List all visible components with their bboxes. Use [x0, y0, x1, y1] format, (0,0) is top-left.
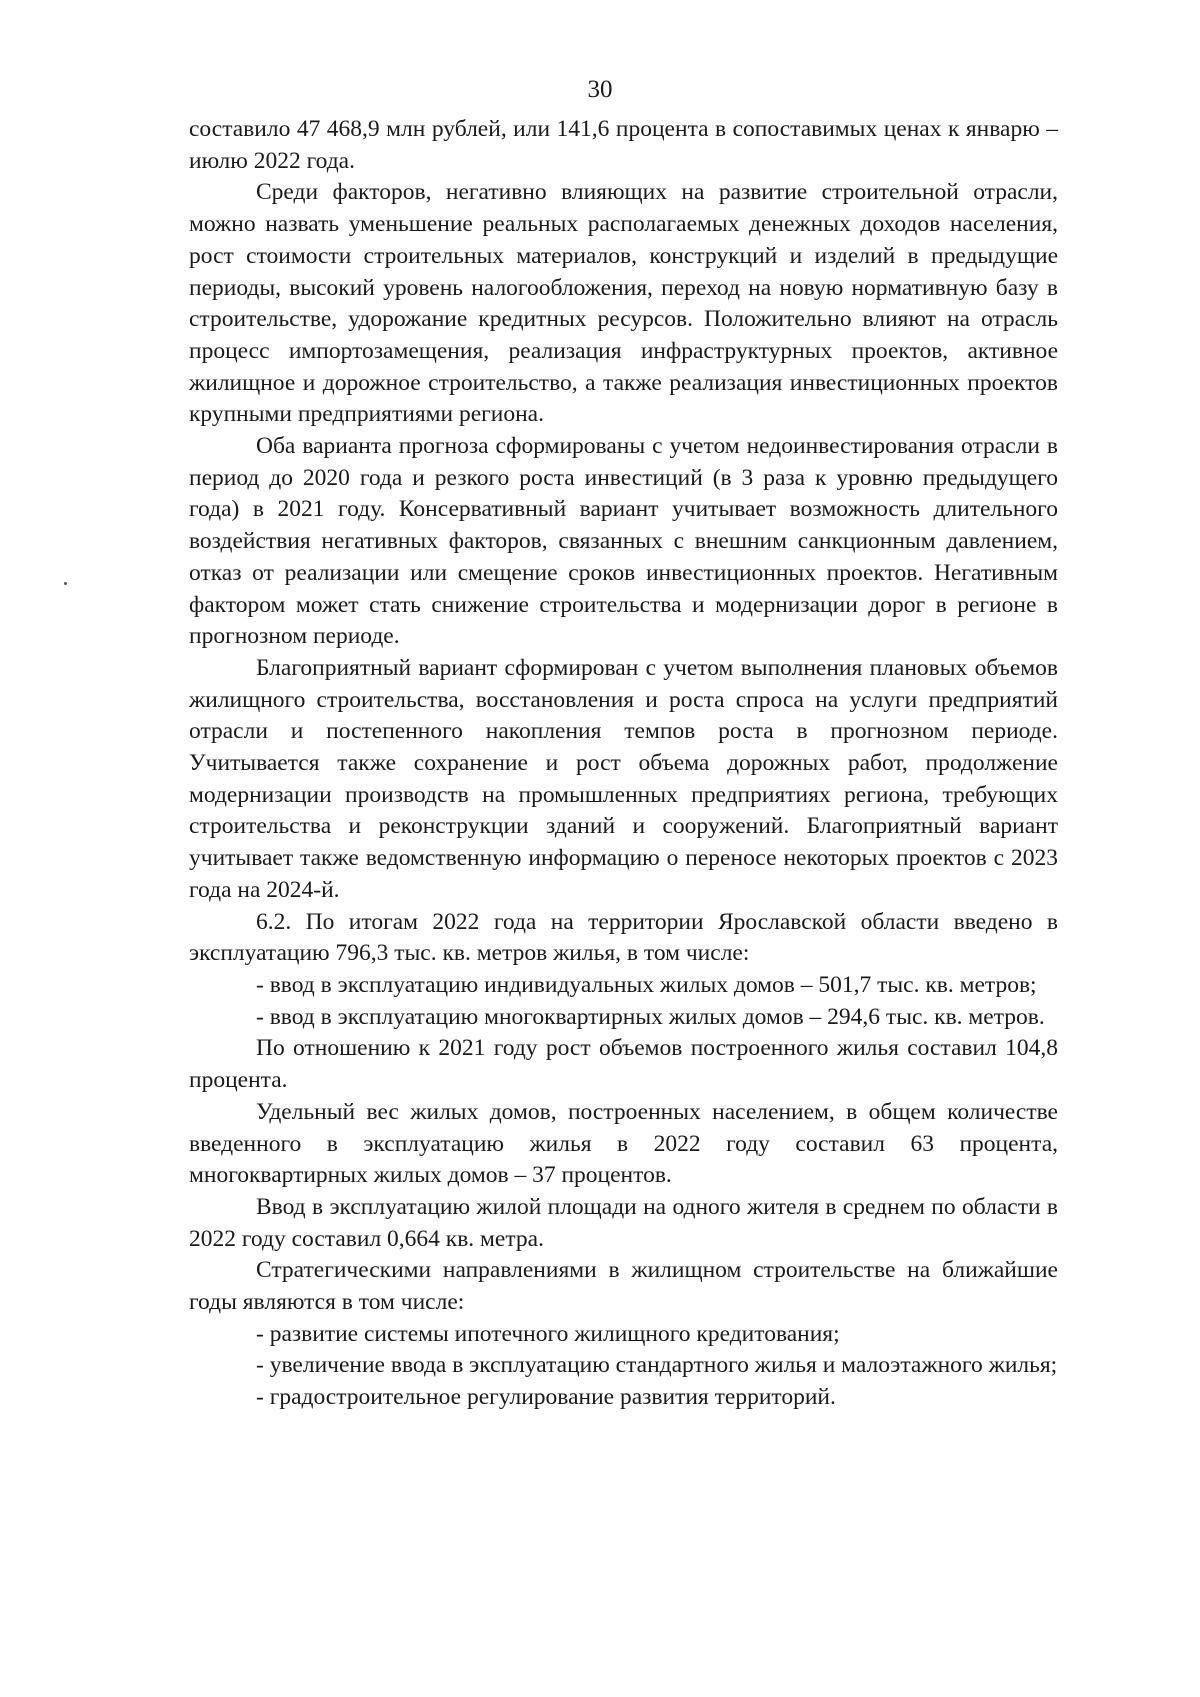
paragraph: Оба варианта прогноза сформированы с учетом недоинвестирования отрасли в период до 2020 года и резкого роста инвестиций (в 3 раза к уровню предыдущего года) в 2021 году. Консервативный вариант учитывает возможность длительного воздействия негативных факторов, связанных с внешним санкционным давлением, отказ от реализации или смещение сроков инвестиционных проектов. Негативным фактором может стать снижение строительства и модернизации дорог в регионе в прогнозном периоде. — [189, 433, 1058, 650]
scan-speck — [64, 582, 67, 585]
paragraph: Ввод в эксплуатацию жилой площади на одного жителя в среднем по области в 2022 году составил 0,664 кв. метра. — [189, 1193, 1058, 1252]
paragraph: составило 47 468,9 млн рублей, или 141,6 процента в сопоставимых ценах к январю – июлю 2022 года. — [189, 116, 1058, 174]
paragraph: Стратегическими направлениями в жилищном строительстве на ближайшие годы являются в том числе: — [189, 1257, 1058, 1316]
paragraph: Среди факторов, негативно влияющих на развитие строительной отрасли, можно назвать уменьшение реальных располагаемых денежных доходов населения, рост стоимости строительных материалов, конструкций и изделий в предыдущие периоды, высокий уровень налогообложения, переход на новую нормативную базу в строительстве, удорожание кредитных ресурсов. Положительно влияют на отрасль процесс импортозамещения, реализация инфраструктурных проектов, активное жилищное и дорожное строительство, а также реализация инвестиционных проектов крупными предприятиями региона. — [189, 179, 1058, 428]
paragraph: По отношению к 2021 году рост объемов построенного жилья составил 104,8 процента. — [189, 1035, 1058, 1094]
list-item: - ввод в эксплуатацию многоквартирных жилых домов – 294,6 тыс. кв. метров. — [256, 1003, 1045, 1030]
list-item: - градостроительное регулирование развития территорий. — [256, 1384, 836, 1411]
paragraph: Благоприятный вариант сформирован с учетом выполнения плановых объемов жилищного строительства, восстановления и роста спроса на услуги предприятий отрасли и постепенного накопления темпов роста в прогнозном периоде. Учитывается также сохранение и рост объема дорожных работ, продолжение модернизации производств на промышленных предприятиях региона, требующих строительства и реконструкции зданий и сооружений. Благоприятный вариант учитывает также ведомственную информацию о переносе некоторых проектов с 2023 года на 2024-й. — [189, 654, 1058, 903]
list-item: - развитие системы ипотечного жилищного кредитования; — [256, 1320, 840, 1347]
paragraph: 6.2. По итогам 2022 года на территории Ярославской области введено в эксплуатацию 796,3 тыс. кв. метров жилья, в том числе: — [189, 908, 1058, 967]
document-body — [189, 114, 1058, 1414]
list-item: - увеличение ввода в эксплуатацию стандартного жилья и малоэтажного жилья; — [256, 1352, 1058, 1379]
page-number: 30 — [587, 76, 613, 103]
paragraph: Удельный вес жилых домов, построенных населением, в общем количестве введенного в эксплуатацию жилья в 2022 году составил 63 процента, многоквартирных жилых домов – 37 процентов. — [189, 1098, 1058, 1189]
list-item: - ввод в эксплуатацию индивидуальных жилых домов – 501,7 тыс. кв. метров; — [256, 971, 1037, 998]
